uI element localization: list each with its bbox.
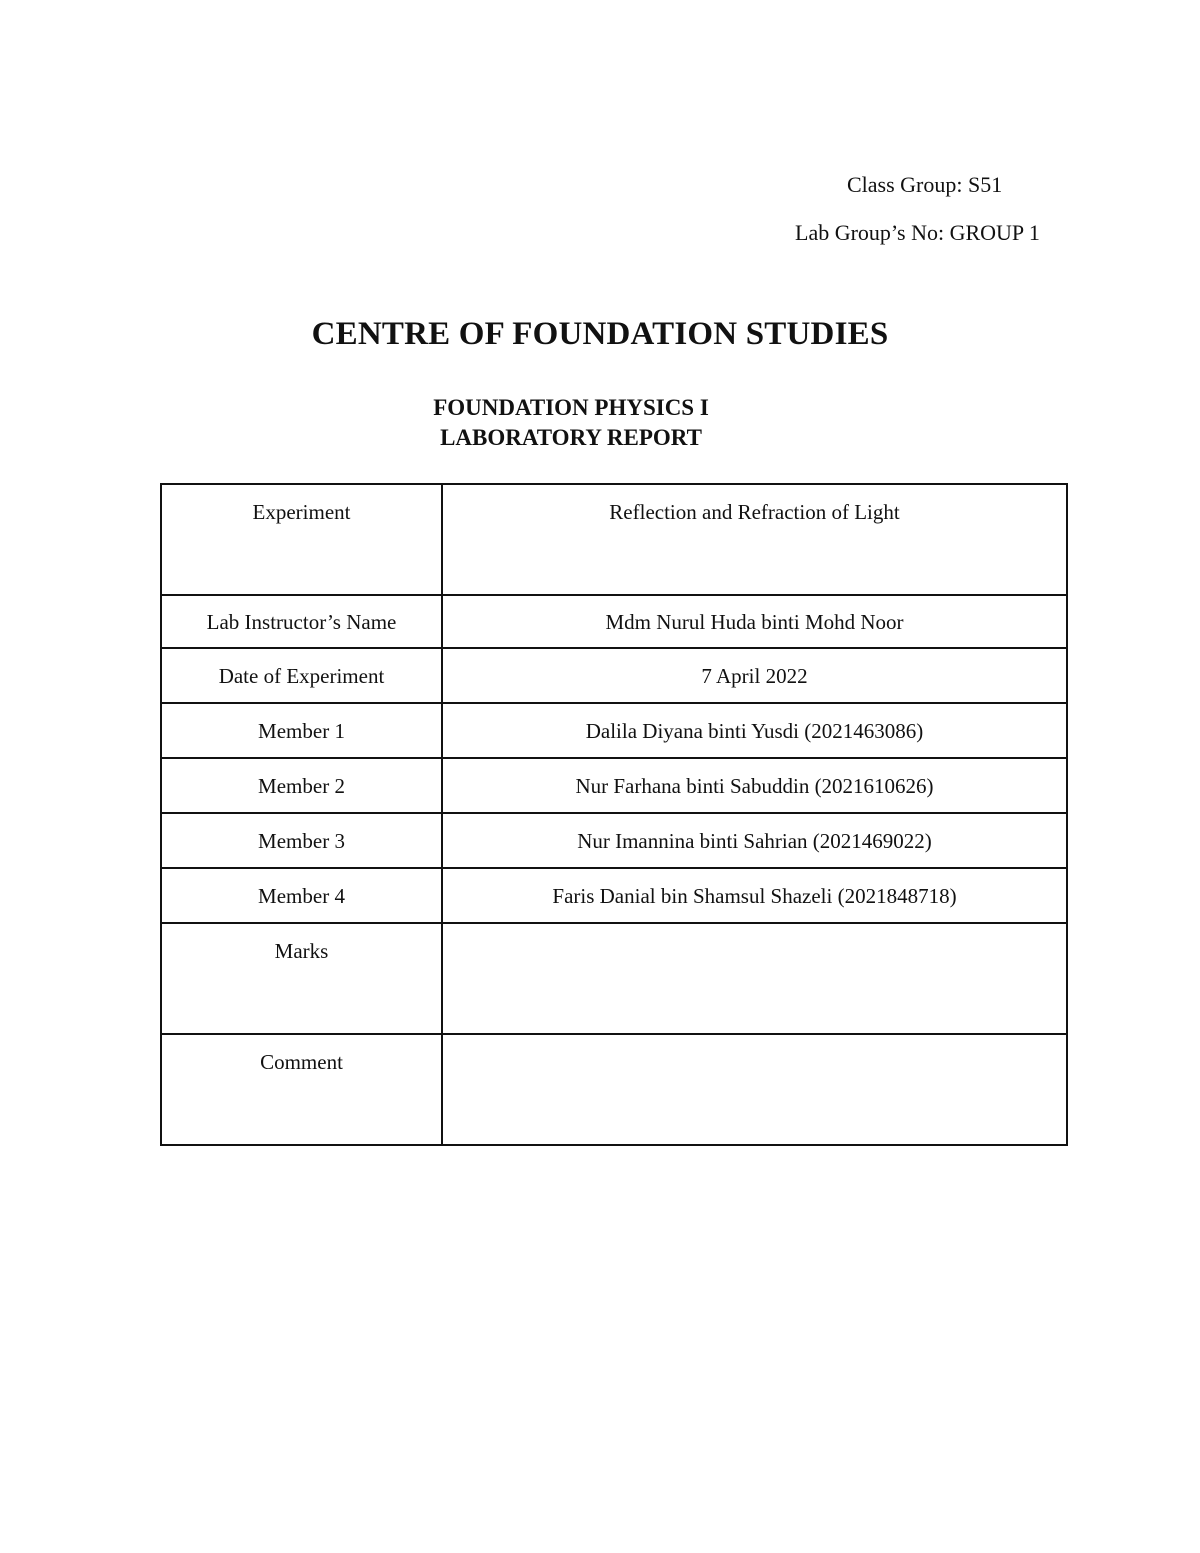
page-title: CENTRE OF FOUNDATION STUDIES [311,316,889,352]
row-value: Nur Imannina binti Sahrian (2021469022) [442,813,1067,868]
row-label: Member 3 [161,813,442,868]
row-label: Date of Experiment [161,648,442,703]
row-value [442,923,1067,1034]
row-value: Mdm Nurul Huda binti Mohd Noor [442,595,1067,648]
report-cover-table [160,483,1068,1146]
row-value: Dalila Diyana binti Yusdi (2021463086) [442,703,1067,758]
table-row-member-1 [161,703,1067,758]
row-value: 7 April 2022 [442,648,1067,703]
row-value: Reflection and Refraction of Light [442,484,1067,595]
row-label: Marks [161,923,442,1034]
table-row-comment [161,1034,1067,1145]
row-value: Nur Farhana binti Sabuddin (2021610626) [442,758,1067,813]
table-row-member-2 [161,758,1067,813]
table-row-experiment [161,484,1067,595]
row-label: Member 1 [161,703,442,758]
course-title: FOUNDATION PHYSICS I [433,395,709,420]
row-value: Faris Danial bin Shamsul Shazeli (2021848718) [442,868,1067,923]
report-type: LABORATORY REPORT [440,425,702,450]
class-group: Class Group: S51 [847,172,1003,197]
table-row-marks [161,923,1067,1034]
row-label: Comment [161,1034,442,1145]
row-label: Lab Instructor’s Name [161,595,442,648]
row-label: Experiment [161,484,442,595]
table-row-date [161,648,1067,703]
lab-group-number: Lab Group’s No: GROUP 1 [795,220,1040,245]
table-row-member-4 [161,868,1067,923]
table-row-member-3 [161,813,1067,868]
row-label: Member 2 [161,758,442,813]
row-value [442,1034,1067,1145]
table-row-lab-instructor [161,595,1067,648]
row-label: Member 4 [161,868,442,923]
